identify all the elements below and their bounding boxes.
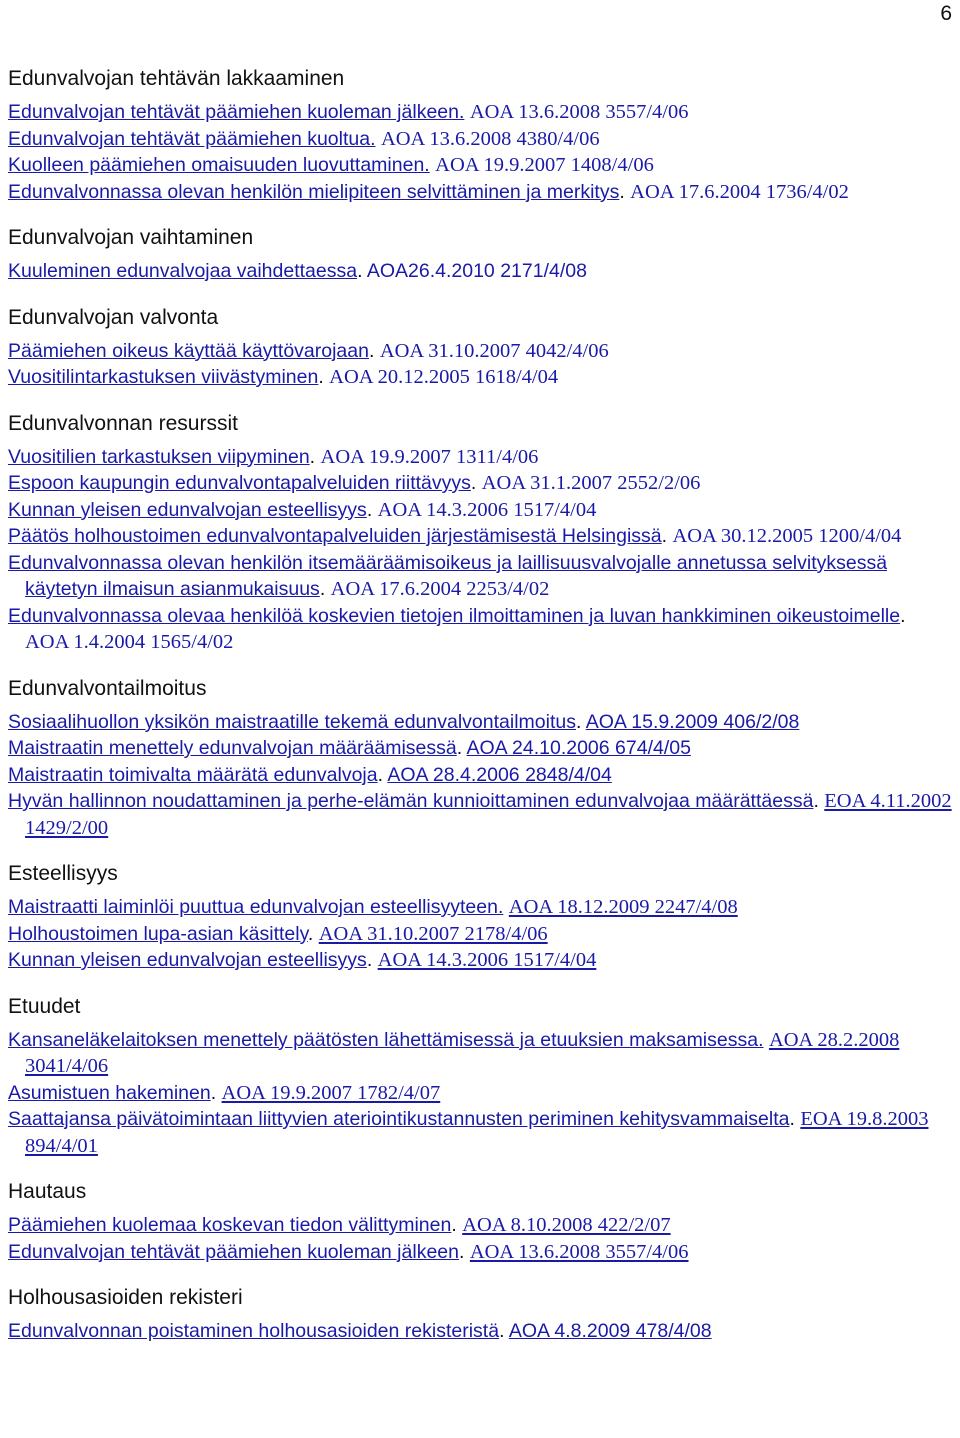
section-entries bbox=[8, 1212, 952, 1265]
reference-entry bbox=[8, 709, 952, 736]
section-entries bbox=[8, 894, 952, 974]
separator-dot: . bbox=[451, 1214, 463, 1236]
reference-entry bbox=[8, 735, 952, 762]
reference-entry bbox=[8, 894, 952, 921]
separator-dot: . bbox=[377, 763, 388, 786]
decision-reference-link[interactable]: AOA 8.10.2008 422/2/07 bbox=[462, 1214, 671, 1236]
decision-title-link[interactable]: Päätös holhoustoimen edunvalvontapalveluiden järjestämisestä Helsingissä bbox=[8, 525, 662, 547]
section-heading: Edunvalvojan valvonta bbox=[8, 305, 219, 329]
decision-title-link[interactable]: Edunvalvojan tehtävät päämiehen kuoleman jälkeen. bbox=[8, 101, 465, 123]
separator-dot: . bbox=[366, 949, 378, 971]
reference-entry bbox=[8, 99, 952, 126]
separator-dot: . bbox=[575, 710, 586, 733]
decision-reference-link[interactable]: AOA 31.1.2007 2552/2/06 bbox=[481, 472, 701, 494]
decision-reference-link[interactable]: AOA 1.4.2004 1565/4/02 bbox=[25, 631, 234, 653]
separator-dot: . bbox=[458, 1240, 470, 1263]
decision-title-link[interactable]: Vuositilien tarkastuksen viipyminen bbox=[8, 445, 310, 468]
section-entries bbox=[8, 444, 952, 656]
separator-dot: . bbox=[318, 366, 330, 388]
section-heading: Holhousasioiden rekisteri bbox=[8, 1286, 243, 1309]
reference-entry bbox=[8, 364, 952, 391]
decision-reference-link[interactable]: AOA 14.3.2006 1517/4/04 bbox=[377, 498, 597, 521]
reference-entry bbox=[8, 1027, 952, 1080]
decision-reference-link[interactable]: AOA 4.8.2009 478/4/08 bbox=[508, 1320, 712, 1342]
decision-reference-link[interactable]: EOA 4.11.2002 1429/2/00 bbox=[25, 790, 952, 839]
reference-entry bbox=[8, 126, 952, 153]
decision-reference-link[interactable]: AOA26.4.2010 2171/4/08 bbox=[366, 260, 587, 282]
separator-dot: . bbox=[309, 445, 321, 468]
reference-entry bbox=[8, 1318, 952, 1345]
reference-entry bbox=[8, 550, 952, 603]
decision-title-link[interactable]: Saattajansa päivätoimintaan liittyvien ateriointikustannusten periminen kehitysvammaiselta bbox=[8, 1108, 790, 1130]
section bbox=[8, 1179, 952, 1265]
decision-reference-link[interactable]: AOA 20.12.2005 1618/4/04 bbox=[329, 366, 559, 388]
section-heading: Edunvalvojan tehtävän lakkaaminen bbox=[8, 67, 345, 90]
reference-entry bbox=[8, 258, 952, 285]
decision-reference-link[interactable]: AOA 13.6.2008 4380/4/06 bbox=[380, 127, 600, 150]
reference-entry bbox=[8, 444, 952, 471]
reference-entry bbox=[8, 152, 952, 179]
section-heading: Esteellisyys bbox=[8, 862, 118, 885]
reference-entry bbox=[8, 947, 952, 974]
separator-dot: . bbox=[366, 498, 378, 521]
separator-dot: . bbox=[210, 1081, 222, 1104]
reference-entry bbox=[8, 1106, 952, 1159]
separator-dot: . bbox=[307, 922, 319, 945]
section-heading: Etuudet bbox=[8, 994, 81, 1018]
decision-reference-link[interactable]: AOA 13.6.2008 3557/4/06 bbox=[469, 1240, 689, 1263]
reference-entry bbox=[8, 762, 952, 789]
decision-title-link[interactable]: Kuuleminen edunvalvojaa vaihdettaessa bbox=[8, 260, 358, 282]
decision-title-link[interactable]: Holhoustoimen lupa-asian käsittely bbox=[8, 922, 308, 945]
decision-title-link[interactable]: Maistraatin menettely edunvalvojan määräämisessä bbox=[8, 737, 457, 759]
decision-title-link[interactable]: Vuositilintarkastuksen viivästyminen bbox=[8, 366, 319, 388]
reference-entry bbox=[8, 179, 952, 206]
page-number: 6 bbox=[940, 2, 952, 25]
document-body bbox=[8, 66, 952, 1345]
reference-entry bbox=[8, 1212, 952, 1239]
decision-reference-link[interactable]: AOA 24.10.2006 674/4/05 bbox=[466, 737, 691, 759]
decision-reference-link[interactable]: AOA 14.3.2006 1517/4/04 bbox=[377, 949, 597, 971]
reference-entry bbox=[8, 497, 952, 524]
separator-dot: . bbox=[368, 339, 380, 362]
decision-title-link[interactable]: Espoon kaupungin edunvalvontapalveluiden riittävyys bbox=[8, 472, 471, 494]
decision-reference-link[interactable]: AOA 31.10.2007 4042/4/06 bbox=[379, 339, 609, 362]
decision-title-link[interactable]: Edunvalvonnan poistaminen holhousasioiden rekisteristä bbox=[8, 1320, 500, 1342]
separator-dot: . bbox=[619, 180, 631, 203]
section-heading: Edunvalvonnan resurssit bbox=[8, 411, 238, 435]
separator-dot: . bbox=[470, 472, 482, 494]
reference-entry bbox=[8, 788, 952, 841]
decision-reference-link[interactable]: AOA 13.6.2008 3557/4/06 bbox=[469, 101, 689, 123]
reference-entry bbox=[8, 470, 952, 497]
section-heading: Edunvalvojan vaihtaminen bbox=[8, 226, 254, 249]
decision-reference-link[interactable]: AOA 31.10.2007 2178/4/06 bbox=[318, 922, 548, 945]
section bbox=[8, 225, 952, 285]
section-entries bbox=[8, 1318, 952, 1345]
section bbox=[8, 994, 952, 1160]
decision-title-link[interactable]: Maistraatti laiminlöi puuttua edunvalvojan esteellisyyteen. bbox=[8, 896, 504, 918]
decision-reference-link[interactable]: AOA 28.4.2006 2848/4/04 bbox=[387, 763, 612, 786]
separator-dot: . bbox=[456, 737, 467, 759]
decision-reference-link[interactable]: AOA 28.2.2008 3041/4/06 bbox=[25, 1028, 900, 1077]
separator-dot: . bbox=[789, 1108, 801, 1130]
decision-reference-link[interactable]: AOA 17.6.2004 1736/4/02 bbox=[630, 180, 849, 203]
decision-title-link[interactable]: Kuolleen päämiehen omaisuuden luovuttaminen. bbox=[8, 154, 430, 176]
section bbox=[8, 411, 952, 656]
separator-dot: . bbox=[319, 578, 331, 600]
decision-reference-link[interactable]: AOA 19.9.2007 1782/4/07 bbox=[221, 1081, 441, 1104]
section-entries bbox=[8, 709, 952, 842]
separator-dot: . bbox=[357, 260, 367, 282]
section-entries bbox=[8, 258, 952, 285]
separator-dot: . bbox=[900, 604, 906, 627]
decision-reference-link[interactable]: AOA 18.12.2009 2247/4/08 bbox=[508, 896, 738, 918]
reference-entry bbox=[8, 1239, 952, 1266]
decision-title-link[interactable]: Edunvalvojan tehtävät päämiehen kuoleman jälkeen bbox=[8, 1240, 459, 1263]
decision-title-link[interactable]: Edunvalvonnassa olevan henkilön itsemääräämisoikeus ja laillisuusvalvojalle annetussa selvityksessä käytetyn ilmaisun asianmukaisuus bbox=[8, 551, 888, 600]
section bbox=[8, 66, 952, 205]
decision-title-link[interactable]: Sosiaalihuollon yksikön maistraatille tekemä edunvalvontailmoitus bbox=[8, 710, 576, 733]
section-heading: Hautaus bbox=[8, 1180, 87, 1203]
section-entries bbox=[8, 99, 952, 205]
section-entries bbox=[8, 338, 952, 391]
section bbox=[8, 676, 952, 842]
reference-entry bbox=[8, 1080, 952, 1107]
section-heading: Edunvalvontailmoitus bbox=[8, 676, 207, 700]
decision-title-link[interactable]: Päämiehen oikeus käyttää käyttövarojaan bbox=[8, 339, 369, 362]
section bbox=[8, 861, 952, 974]
reference-entry bbox=[8, 523, 952, 550]
decision-reference-link[interactable]: AOA 15.9.2009 406/2/08 bbox=[585, 710, 800, 733]
section bbox=[8, 305, 952, 391]
decision-title-link[interactable]: Edunvalvojan tehtävät päämiehen kuoltua. bbox=[8, 127, 376, 150]
decision-reference-link[interactable]: EOA 19.8.2003 894/4/01 bbox=[25, 1108, 929, 1157]
decision-reference-link[interactable]: AOA 19.9.2007 1408/4/06 bbox=[435, 154, 654, 176]
decision-title-link[interactable]: Hyvän hallinnon noudattaminen ja perhe-elämän kunnioittaminen edunvalvojaa määrättäessä bbox=[8, 790, 814, 812]
decision-title-link[interactable]: Päämiehen kuolemaa koskevan tiedon välittyminen bbox=[8, 1214, 452, 1236]
decision-title-link[interactable]: Kunnan yleisen edunvalvojan esteellisyys bbox=[8, 498, 367, 521]
separator-dot: . bbox=[661, 525, 673, 547]
section-entries bbox=[8, 1027, 952, 1160]
decision-title-link[interactable]: Asumistuen hakeminen bbox=[8, 1081, 211, 1104]
reference-entry bbox=[8, 921, 952, 948]
separator-dot: . bbox=[813, 790, 825, 812]
decision-title-link[interactable]: Edunvalvonnassa olevaa henkilöä koskevien tietojen ilmoittaminen ja luvan hankkiminen oikeustoimelle bbox=[8, 604, 901, 627]
decision-title-link[interactable]: Kunnan yleisen edunvalvojan esteellisyys bbox=[8, 949, 367, 971]
separator-dot: . bbox=[499, 1320, 509, 1342]
reference-entry bbox=[8, 603, 952, 656]
decision-reference-link[interactable]: AOA 30.12.2005 1200/4/04 bbox=[672, 525, 902, 547]
decision-reference-link[interactable]: AOA 19.9.2007 1311/4/06 bbox=[320, 445, 539, 468]
decision-title-link[interactable]: Edunvalvonnassa olevan henkilön mielipiteen selvittäminen ja merkitys bbox=[8, 180, 620, 203]
decision-title-link[interactable]: Kansaneläkelaitoksen menettely päätösten lähettämisessä ja etuuksien maksamisessa. bbox=[8, 1028, 764, 1051]
reference-entry bbox=[8, 338, 952, 365]
decision-title-link[interactable]: Maistraatin toimivalta määrätä edunvalvoja bbox=[8, 763, 378, 786]
decision-reference-link[interactable]: AOA 17.6.2004 2253/4/02 bbox=[330, 578, 550, 600]
section bbox=[8, 1285, 952, 1345]
